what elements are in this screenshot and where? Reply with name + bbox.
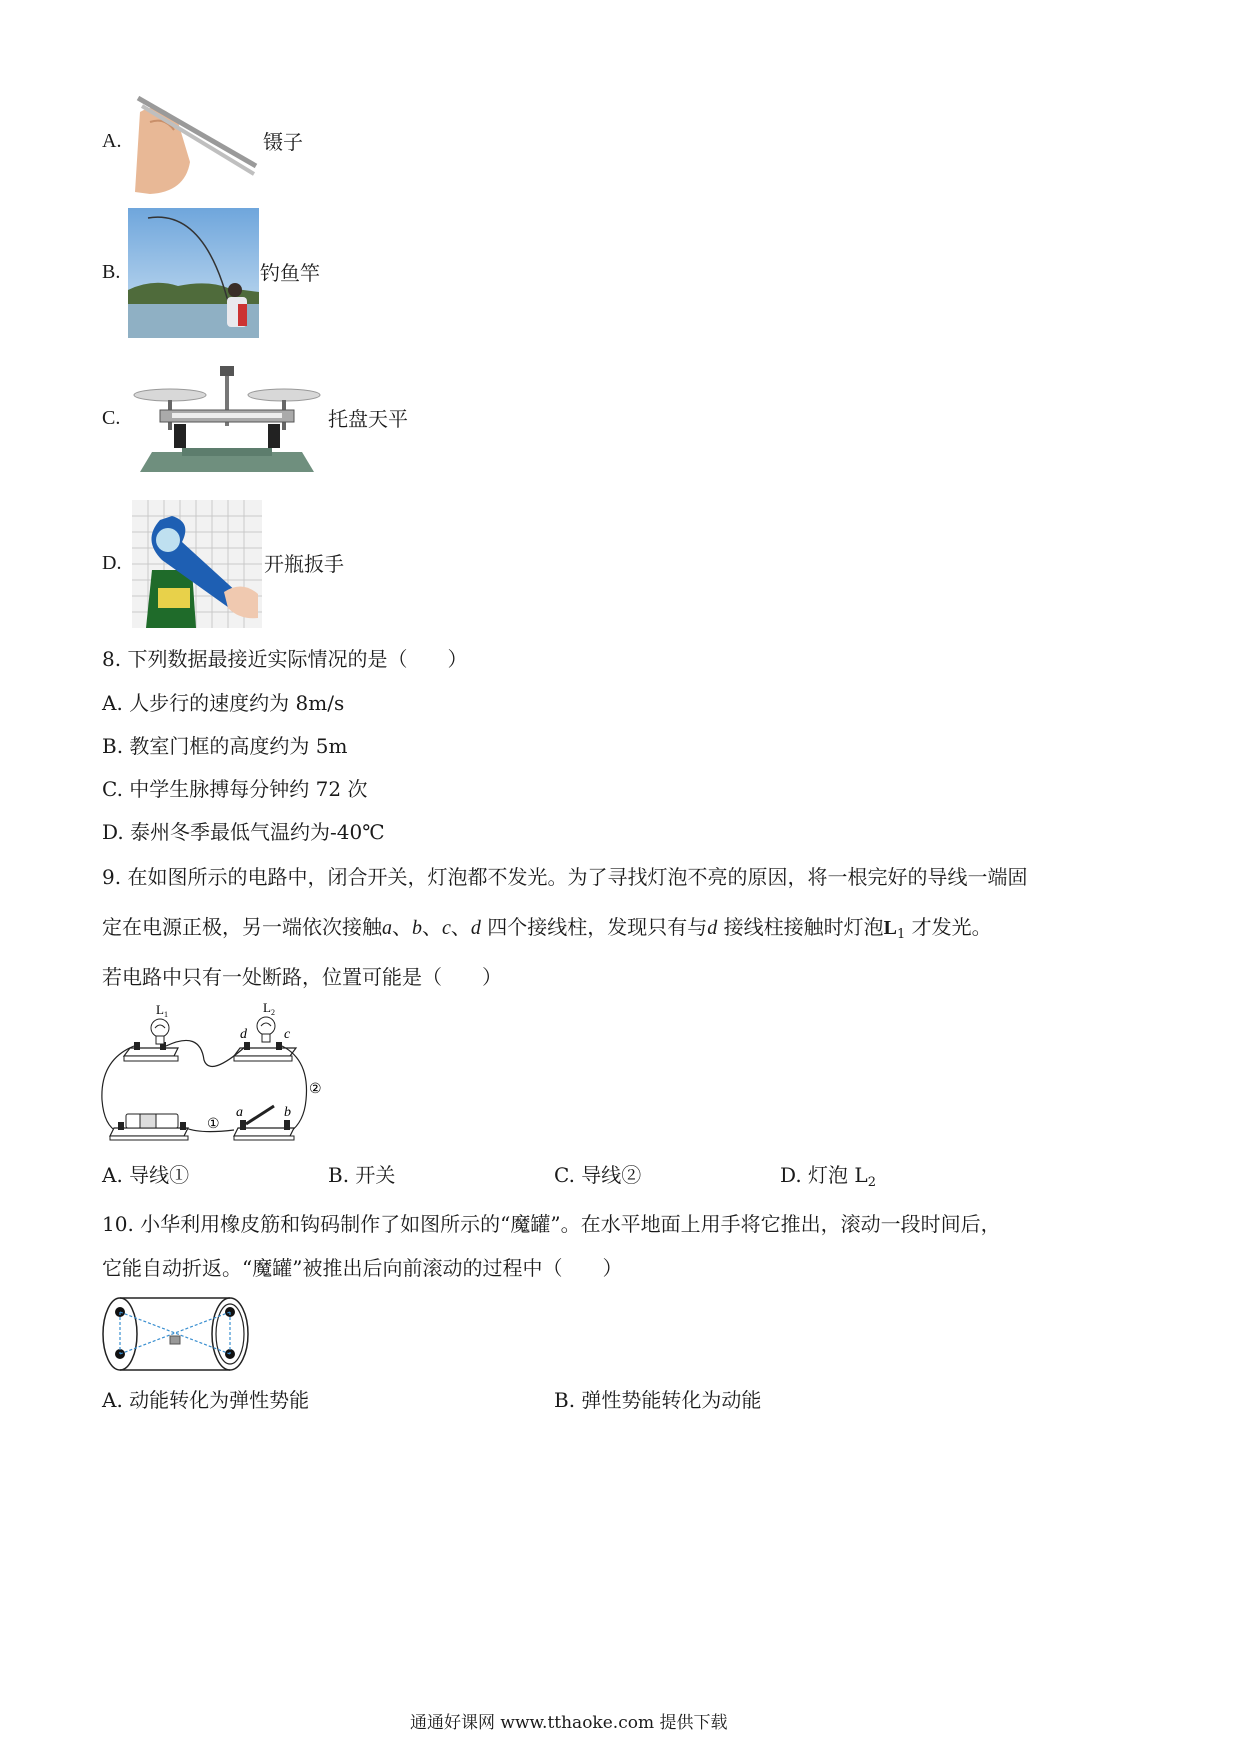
stem-text: 、 bbox=[422, 915, 442, 939]
terminal-d-label: d bbox=[470, 917, 481, 939]
terminal-b-label: b bbox=[284, 1105, 291, 1120]
option-a: A. 人步行的速度约为 8m/s bbox=[102, 691, 345, 715]
question-stem: 8. 下列数据最接近实际情况的是（ ） bbox=[102, 647, 468, 671]
circuit-diagram bbox=[100, 1000, 330, 1150]
lamp-l2-label: L bbox=[263, 1000, 271, 1015]
lamp-l2-subscript: 2 bbox=[271, 1008, 275, 1017]
lamp-l1-subscript: 1 bbox=[164, 1010, 168, 1019]
terminal-c-label: c bbox=[284, 1027, 291, 1042]
option-d-subscript: 2 bbox=[867, 1175, 876, 1190]
stem-text: 四个接线柱，发现只有与 bbox=[480, 915, 708, 939]
option-label: 托盘天平 bbox=[328, 407, 408, 431]
magic-can-diagram bbox=[100, 1294, 254, 1374]
stem-text: 、 bbox=[450, 915, 471, 939]
option-b: B. 教室门框的高度约为 5m bbox=[102, 734, 348, 758]
question-stem-line1: 9. 在如图所示的电路中，闭合开关，灯泡都不发光。为了寻找灯泡不亮的原因，将一根完好的导线一端固 bbox=[102, 865, 1028, 889]
stem-text: 才发光。 bbox=[905, 915, 992, 939]
terminal-d-label: d bbox=[240, 1027, 247, 1042]
option-c: C. 导线② bbox=[554, 1163, 642, 1187]
wire-2-label: ② bbox=[309, 1082, 322, 1097]
option-d: D. 泰州冬季最低气温约为-40℃ bbox=[102, 820, 385, 844]
tweezers-photo-icon bbox=[130, 92, 260, 197]
stem-text: 定在电源正极，另一端依次接触 bbox=[102, 915, 382, 939]
option-letter: A. bbox=[102, 130, 122, 152]
fishing-rod-photo-icon bbox=[128, 208, 259, 338]
footer-source: 通通好课网 www.tthaoke.com 提供下载 bbox=[410, 1713, 728, 1733]
option-label: 镊子 bbox=[263, 130, 303, 154]
balance-scale-photo-icon bbox=[132, 362, 322, 475]
option-a: A. 导线① bbox=[102, 1163, 190, 1187]
option-d-text: D. 灯泡 L bbox=[780, 1163, 868, 1187]
option-b: B. 弹性势能转化为动能 bbox=[554, 1388, 762, 1412]
option-letter: B. bbox=[102, 261, 121, 283]
stem-text: 、 bbox=[392, 915, 412, 939]
option-label: 钓鱼竿 bbox=[260, 261, 320, 285]
terminal-d-label: d bbox=[707, 917, 718, 939]
question-stem-line3: 若电路中只有一处断路，位置可能是（ ） bbox=[102, 965, 502, 989]
lamp-l1-label: L bbox=[156, 1002, 164, 1017]
terminal-a-label: a bbox=[236, 1105, 243, 1120]
bottle-opener-photo-icon bbox=[132, 500, 262, 628]
terminal-c-label: c bbox=[442, 917, 451, 939]
option-d bbox=[780, 1161, 876, 1197]
lamp-label: L bbox=[883, 917, 897, 939]
option-label: 开瓶扳手 bbox=[264, 552, 344, 576]
option-c: C. 中学生脉搏每分钟约 72 次 bbox=[102, 777, 368, 801]
option-letter: C. bbox=[102, 407, 121, 429]
stem-text: 接线柱接触时灯泡 bbox=[717, 915, 884, 939]
wire-1-label: ① bbox=[207, 1117, 220, 1132]
terminal-a-label: a bbox=[382, 917, 392, 939]
option-letter: D. bbox=[102, 552, 122, 574]
terminal-b-label: b bbox=[412, 917, 422, 939]
option-a: A. 动能转化为弹性势能 bbox=[102, 1388, 310, 1412]
lamp-subscript: 1 bbox=[896, 927, 906, 942]
option-b: B. 开关 bbox=[328, 1163, 396, 1187]
question-stem-line2 bbox=[102, 913, 992, 949]
question-stem-line2: 它能自动折返。“魔罐”被推出后向前滚动的过程中（ ） bbox=[102, 1256, 623, 1280]
question-stem-line1: 10. 小华利用橡皮筋和钩码制作了如图所示的“魔罐”。在水平地面上用手将它推出，滚动一段时间后， bbox=[102, 1212, 1001, 1236]
